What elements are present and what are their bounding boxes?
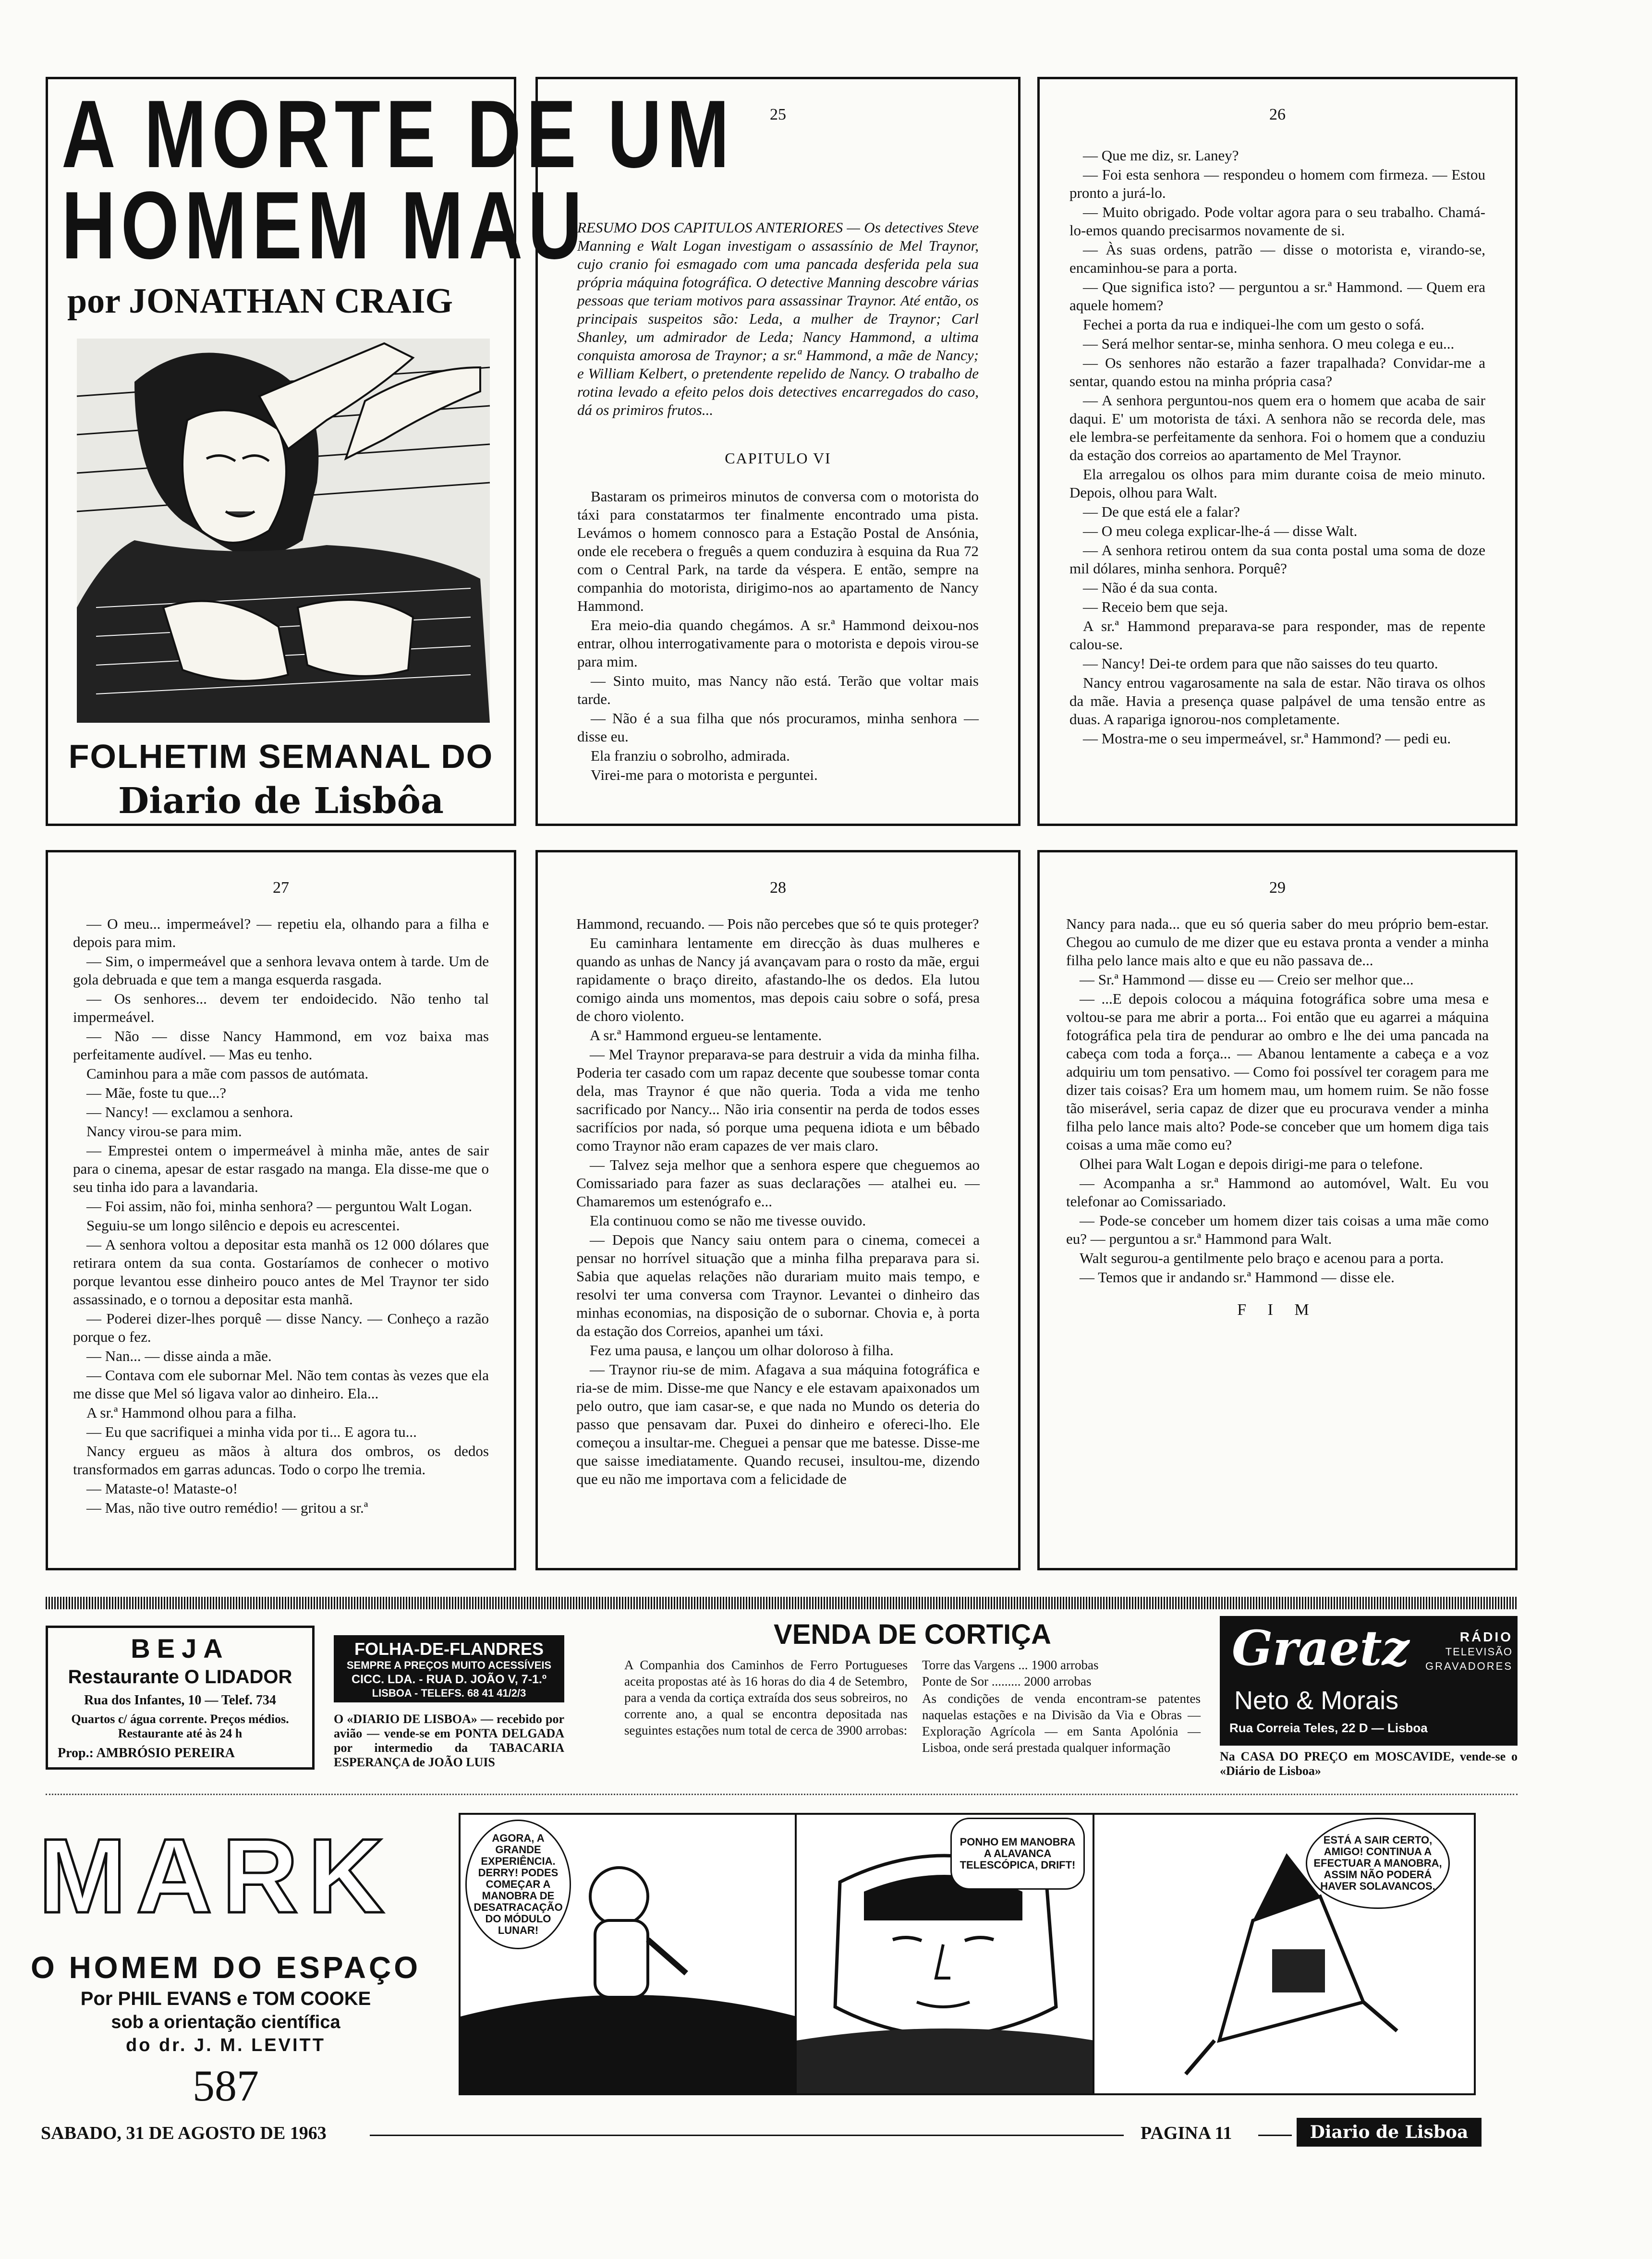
paragraph: — Foi esta senhora — respondeu o homem com firmeza. — Estou pronto a jurá-lo. <box>1069 166 1485 201</box>
footer-logo-text: Diario de Lisboa <box>1310 2122 1469 2142</box>
paragraph: — Pode-se conceber um homem dizer tais coisas a uma mãe como eu? — perguntou a sr.ª Hammond para Walt. <box>1066 1212 1489 1247</box>
comic-guidance-1: sob a orientação científica <box>111 2012 340 2032</box>
paragraph: Fechei a porta da rua e indiquei-lhe com um gesto o sofá. <box>1083 316 1425 333</box>
paragraph: — Eu que sacrifiquei a minha vida por ti... E agora tu... <box>86 1423 417 1440</box>
graetz-dealer: Neto & Morais <box>1234 1686 1399 1715</box>
footer-rule-right <box>1258 2135 1292 2136</box>
story-title-line1: A MORTE DE UM <box>61 81 735 188</box>
page-29-text <box>1066 915 1489 1320</box>
folhetim-label: FOLHETIM SEMANAL DO <box>68 738 494 775</box>
paragraph: — Contava com ele subornar Mel. Não tem contas às vezes que ela me disse que Mel só ligava valor ao dinheiro. Ela... <box>73 1367 489 1402</box>
ad-folha <box>334 1635 569 1784</box>
woman-hands-illustration <box>77 339 490 723</box>
paragraph: — Nancy! — exclamou a senhora. <box>86 1104 293 1120</box>
beja-owner: Prop.: AMBRÓSIO PEREIRA <box>58 1746 235 1761</box>
speech-bubble: ESTÁ A SAIR CERTO, AMIGO! CONTINUA A EFECTUAR A MANOBRA, ASSIM NÃO PODERÁ HAVER SOLAVANCOS. <box>1306 1818 1450 1909</box>
footer-date: SABADO, 31 DE AGOSTO DE 1963 <box>41 2123 327 2143</box>
page-25-text <box>577 219 979 785</box>
paragraph: — O meu colega explicar-lhe-á — disse Walt. <box>1083 522 1358 539</box>
paragraph: — Nancy! Dei-te ordem para que não saisses do teu quarto. <box>1083 655 1438 672</box>
page-number: 26 <box>1269 106 1286 123</box>
paragraph: — Mas, não tive outro remédio! — gritou a sr.ª <box>86 1499 368 1516</box>
story-illustration <box>77 339 490 723</box>
paragraph: — Mostra-me o seu impermeável, sr.ª Hammond? — pedi eu. <box>1083 730 1451 747</box>
paragraph: — Poderei dizer-lhes porquê — disse Nancy. — Conheço a razão porque o fez. <box>73 1310 489 1345</box>
paragraph: — A senhora retirou ontem da sua conta postal uma soma de doze mil dólares, minha senhora. Porquê? <box>1069 542 1485 577</box>
comic-guidance-2: do dr. J. M. LEVITT <box>126 2035 326 2055</box>
page-28-text <box>576 915 980 1489</box>
paragraph: Nancy para nada... que eu só queria saber do meu próprio bem-estar. Chegou ao cumulo de me dizer que eu estava pronta a vender a minha filha pelo lance mais alto e que eu não passava de... <box>1066 915 1489 969</box>
paragraph: Hammond, recuando. — Pois não percebes que só te quis proteger? <box>576 915 979 932</box>
paragraph: Ela franziu o sobrolho, admirada. <box>591 747 790 764</box>
separator-rule <box>46 1597 1518 1609</box>
comic-panel-3 <box>1093 1813 1476 2095</box>
paragraph: — Sinto muito, mas Nancy não está. Terão que voltar mais tarde. <box>577 672 979 707</box>
paragraph: A sr.ª Hammond ergueu-se lentamente. <box>590 1027 822 1044</box>
chapter-summary: RESUMO DOS CAPITULOS ANTERIORES — Os detectives Steve Manning e Walt Logan investigam o assassínio de Mel Traynor, cujo cranio foi esmagado com uma pancada desferida pela sua própria máquina fotográfica. O detective Manning descobre várias pessoas que teriam motivos para assassinar Traynor. Até então, os principais suspeitos são: Leda, a mulher de Traynor; Carl Shanley, um admirador de Leda; Nancy Hammond, a ultima conquista amorosa de Traynor; a sr.ª Hammond, a mãe de Nancy; e William Kelbert, o pretendente repelido de Nancy. O trabalho de rotina levado a efeito pelos dois detectives encarregados do caso, dá os primiros frutos... <box>577 219 979 418</box>
paragraph: — O meu... impermeável? — repetiu ela, olhando para a filha e depois para mim. <box>73 915 489 950</box>
paragraph: — A senhora voltou a depositar esta manhã os 12 000 dólares que retirara ontem da sua conta. Gostaríamos de conhecer o motivo porque levantou esse dinheiro pouco antes de Mel Traynor ter sido assassinado, e o tornou a depositar esta manhã. <box>73 1236 489 1308</box>
graetz-address: Rua Correia Teles, 22 D — Lisboa <box>1229 1721 1428 1735</box>
paragraph: — Talvez seja melhor que a senhora espere que cheguemos ao Comissariado para fazer as suas declarações — atalhei eu. — Chamaremos um estenógrafo e... <box>576 1156 980 1210</box>
graetz-side-2: TELEVISÃO <box>1445 1646 1513 1658</box>
paragraph: Nancy ergueu as mãos à altura dos ombros, os dedos transformados em garras aduncas. Todo o corpo lhe tremia. <box>73 1443 489 1478</box>
page-number: 29 <box>1269 879 1286 897</box>
paragraph: Ela arregalou os olhos para mim durante coisa de meio minuto. Depois, olhou para Walt. <box>1069 466 1485 501</box>
paragraph: — Será melhor sentar-se, minha senhora. O meu colega e eu... <box>1083 335 1455 352</box>
paragraph: Eu caminhara lentamente em direcção às duas mulheres e quando as unhas de Nancy já avançavam para o rosto da mãe, ergui rapidamente o braço direito, afastando-lhe os dedos. Ela lutou comigo ainda uns momentos, mas depois caiu sobre o sofá, presa de choro violento. <box>576 935 980 1024</box>
footer-page: PAGINA 11 <box>1141 2123 1232 2143</box>
page-29-panel <box>1037 850 1518 1570</box>
cortica-station-2: Ponte de Sor ......... 2000 arrobas <box>922 1674 1092 1688</box>
paragraph: — Mãe, foste tu que...? <box>86 1084 226 1101</box>
comic-title-block <box>10 1817 442 2110</box>
graetz-side-3: GRAVADORES <box>1425 1660 1513 1672</box>
cortica-title: VENDA DE CORTIÇA <box>774 1619 1051 1650</box>
ad-cortica <box>624 1618 1201 1772</box>
comic-panel-1 <box>459 1813 799 2095</box>
paragraph: — Que significa isto? — perguntou a sr.ª Hammond. — Quem era aquele homem? <box>1069 279 1485 314</box>
cortica-text-left: A Companhia dos Caminhos de Ferro Portugueses aceita propostas até às 16 horas do dia 4 de Setembro, para a venda da cortiça extraída dos seus sobreiros, no corrente ano, a qual se encontra depositada nas seguintes estações num total de cerca de 3900 arrobas: <box>624 1658 908 1737</box>
paragraph: — Mel Traynor preparava-se para destruir a vida da minha filha. Poderia ter casado com um rapaz decente que soubesse tomar conta dela, mas Traynor é que não queria. Toda a vida me tenho sacrificado por Nancy... Não iria consentir na perda de todos esses sacrifícios por nada, só porque uma pequena idiota e um bêbado como Traynor não eram capazes de ver mais claro. <box>576 1046 980 1154</box>
paragraph: — Acompanha a sr.ª Hammond ao automóvel, Walt. Eu vou telefonar ao Comissariado. <box>1066 1175 1489 1210</box>
paragraph: Bastaram os primeiros minutos de conversa com o motorista do táxi para constatarmos ter finalmente encontrado uma pista. Levámos o homem connosco para a Estação Postal de Ansónia, onde ele recebera o freguês a quem conduzira à esquina da Rua 72 com o Central Park, na tarde da véspera. E então, sempre na companhia do motorista, dirigimo-nos ao apartamento de Nancy Hammond. <box>577 488 979 614</box>
paragraph: Caminhou para a mãe com passos de autómata. <box>86 1065 369 1082</box>
paragraph: — Às suas ordens, patrão — disse o motorista e, virando-se, encaminhou-se para a porta. <box>1069 241 1485 276</box>
beja-address: Rua dos Infantes, 10 — Telef. 734 <box>84 1693 276 1708</box>
paragraph: Seguiu-se um longo silêncio e depois eu acrescentei. <box>86 1217 400 1234</box>
paragraph: — Foi assim, não foi, minha senhora? — perguntou Walt Logan. <box>86 1198 473 1215</box>
comic-subtitle: O HOMEM DO ESPAÇO <box>31 1950 421 1985</box>
paragraph: — Não — disse Nancy Hammond, em voz baixa mas perfeitamente audível. — Mas eu tenho. <box>73 1028 489 1063</box>
comic-title: MARK <box>38 1817 394 1935</box>
paragraph: Virei-me para o motorista e perguntei. <box>591 766 818 783</box>
comic-number: 587 <box>193 2061 259 2110</box>
comic-authors: Por PHIL EVANS e TOM COOKE <box>80 1988 371 2009</box>
page-26-panel <box>1037 77 1518 826</box>
folha-line2: CICC. LDA. - RUA D. JOÃO V, 7-1.º <box>352 1673 547 1686</box>
beja-restaurant: Restaurante O LIDADOR <box>68 1666 292 1688</box>
folha-box <box>334 1635 564 1702</box>
paragraph: Nancy entrou vagarosamente na sala de estar. Não tirava os olhos da mãe. Havia a presença quase palpável de uma tensão entre as duas. A rapariga ignorou-nos completamente. <box>1069 674 1485 728</box>
folha-note: O «DIARIO DE LISBOA» — recebido por avião — vende-se em PONTA DELGADA por intermedio da TABACARIA ESPERANÇA de JOÃO LUIS <box>334 1712 564 1769</box>
paragraph: — Emprestei ontem o impermeável à minha mãe, antes de sair para o cinema, apesar de estar rasgado na manga. Ela disse-me que o seu tinha ido para a lavandaria. <box>73 1142 489 1195</box>
paragraph: — Os senhores... devem ter endoidecido. Não tenho tal impermeável. <box>73 990 489 1025</box>
paragraph: Ela continuou como se não me tivesse ouvido. <box>590 1212 866 1229</box>
paragraph: — Traynor riu-se de mim. Afagava a sua máquina fotográfica e ria-se de mim. Disse-me que Nancy e ele estavam apaixonados um pelo outro, que iam casar-se, e que nada no Mundo os deteria do passo que pensavam dar. Puxei do dinheiro e ofereci-lho. Ele começou a insultar-me. Cheguei a pensar que me batesse. Disse-me que saisse imediatamente. Quando recusei, insultou-me, dizendo que eu não me importava com a felicidade de <box>576 1361 980 1487</box>
graetz-logo: Graetz <box>1232 1620 1409 1676</box>
paragraph: — Os senhores não estarão a fazer trapalhada? Convidar-me a sentar, quando estou na minha própria casa? <box>1069 354 1485 389</box>
paragraph: — Sr.ª Hammond — disse eu — Creio ser melhor que... <box>1080 971 1414 988</box>
page-number: 25 <box>770 106 786 123</box>
paragraph: — Não é da sua conta. <box>1083 579 1218 596</box>
beja-rooms: Quartos c/ água corrente. Preços médios. Restaurante até às 24 h <box>71 1712 289 1740</box>
paragraph: Olhei para Walt Logan e depois dirigi-me para o telefone. <box>1080 1155 1423 1172</box>
footer-rule-left <box>370 2135 1124 2136</box>
page-number: 27 <box>273 879 289 897</box>
folha-title: FOLHA-DE-FLANDRES <box>354 1639 544 1659</box>
paragraph: Walt segurou-a gentilmente pelo braço e acenou para a porta. <box>1080 1250 1444 1266</box>
paragraph: — Que me diz, sr. Laney? <box>1083 147 1239 164</box>
paragraph: — Mataste-o! Mataste-o! <box>86 1480 238 1497</box>
separator-rule <box>46 1794 1518 1797</box>
comic-panel-2 <box>795 1813 1096 2095</box>
speech-bubble: PONHO EM MANOBRA A ALAVANCA TELESCÓPICA, DRIFT! <box>950 1818 1085 1890</box>
cortica-station-1: Torre das Vargens ... 1900 arrobas <box>922 1658 1099 1672</box>
end-mark: F I M <box>1237 1301 1318 1319</box>
graetz-box <box>1220 1616 1518 1746</box>
page-26-text <box>1069 146 1485 749</box>
page-27-panel <box>46 850 516 1570</box>
ad-graetz <box>1220 1616 1518 1779</box>
page-25-panel <box>535 77 1020 826</box>
cortica-text-right: As condições de venda encontram-se patentes naquelas estações e na Divisão da Via e Obras — Exploração Agrícola — em Santa Apolónia — Lisboa, onde será prestada qualquer informação <box>922 1691 1201 1755</box>
paragraph: Era meio-dia quando chegámos. A sr.ª Hammond deixou-nos entrar, olhou interrogativamente para o motorista e depois virou-se para mim. <box>577 617 979 670</box>
paragraph: — De que está ele a falar? <box>1083 503 1240 520</box>
paragraph: A sr.ª Hammond olhou para a filha. <box>86 1404 297 1421</box>
story-author: por JONATHAN CRAIG <box>67 281 453 321</box>
graetz-note: Na CASA DO PREÇO em MOSCAVIDE, vende-se o «Diário de Lisboa» <box>1220 1749 1518 1778</box>
beja-title: BEJA <box>131 1633 230 1664</box>
paragraph: — Receio bem que seja. <box>1083 598 1228 615</box>
story-title-line2: HOMEM MAU <box>61 172 587 279</box>
speech-bubble: AGORA, A GRANDE EXPERIÊNCIA. DERRY! PODES COMEÇAR A MANOBRA DE DESATRACAÇÃO DO MÓDULO LUNAR! <box>465 1820 571 1949</box>
paragraph: Nancy virou-se para mim. <box>86 1123 242 1140</box>
paragraph: — ...E depois colocou a máquina fotográfica sobre uma mesa e voltou-se para me abrir a porta... Foi então que eu agarrei a máquina fotográfica pela tira de pendurar ao ombro e lhe dei uma pancada na cabeça com toda a força... — Abanou lentamente a cabeça e a voz adquiriu um tom pensativo. — Como foi possível ter coragem para me dizer tais coisas? Era um homem mau, um homem ruim. Se não fosse tão miserável, seria capaz de dizer que eu procurava vender a minha filha pelo lance mais alto? Pode-se conceber que um homem diga tais coisas a uma mãe como eu? <box>1066 990 1489 1153</box>
paragraph: Fez uma pausa, e lançou um olhar doloroso à filha. <box>590 1342 894 1359</box>
footer-logo <box>1297 2118 1482 2147</box>
paragraph: — A senhora perguntou-nos quem era o homem que acaba de sair daqui. E' um motorista de táxi. A senhora não se recorda dele, mas ele lembra-se perfeitamente da senhora. Foi o homem que a conduziu da estação dos correios ao apartamento de Mel Traynor. <box>1069 392 1485 463</box>
graetz-side-1: RÁDIO <box>1459 1629 1513 1644</box>
page-number: 28 <box>770 879 786 897</box>
paragraph: — Muito obrigado. Pode voltar agora para o seu trabalho. Chamá-lo-emos quando precisarmos novamente de si. <box>1069 204 1485 239</box>
newspaper-name: Diario de Lisbôa <box>118 780 444 822</box>
ad-beja <box>46 1626 315 1770</box>
page-28-panel <box>535 850 1020 1570</box>
paragraph: — Não é a sua filha que nós procuramos, minha senhora — disse eu. <box>577 710 979 745</box>
paragraph: — Temos que ir andando sr.ª Hammond — disse ele. <box>1080 1269 1395 1286</box>
paragraph: — Nan... — disse ainda a mãe. <box>86 1348 272 1364</box>
paragraph: — Sim, o impermeável que a senhora levava ontem à tarde. Um de gola debruada e que tem a manga esquerda rasgada. <box>73 953 489 988</box>
paragraph: A sr.ª Hammond preparava-se para responder, mas de repente calou-se. <box>1069 618 1485 653</box>
paragraph: — Depois que Nancy saiu ontem para o cinema, comecei a pensar no horrível situação que a minha filha preparava para si. Sabia que aquelas relações não durariam muito mais tempo, e resolvi ter uma conversa com Traynor. Levantei o dinheiro das minhas economias, na disposição de o subornar. Chovia e, à porta da estação dos Correios, apanhei um táxi. <box>576 1231 980 1339</box>
page-27-text <box>73 915 489 1518</box>
folha-line1: SEMPRE A PREÇOS MUITO ACESSÍVEIS <box>346 1659 552 1671</box>
folha-line3: LISBOA - TELEFS. 68 41 41/2/3 <box>372 1687 526 1699</box>
chapter-heading: CAPITULO VI <box>725 449 831 467</box>
